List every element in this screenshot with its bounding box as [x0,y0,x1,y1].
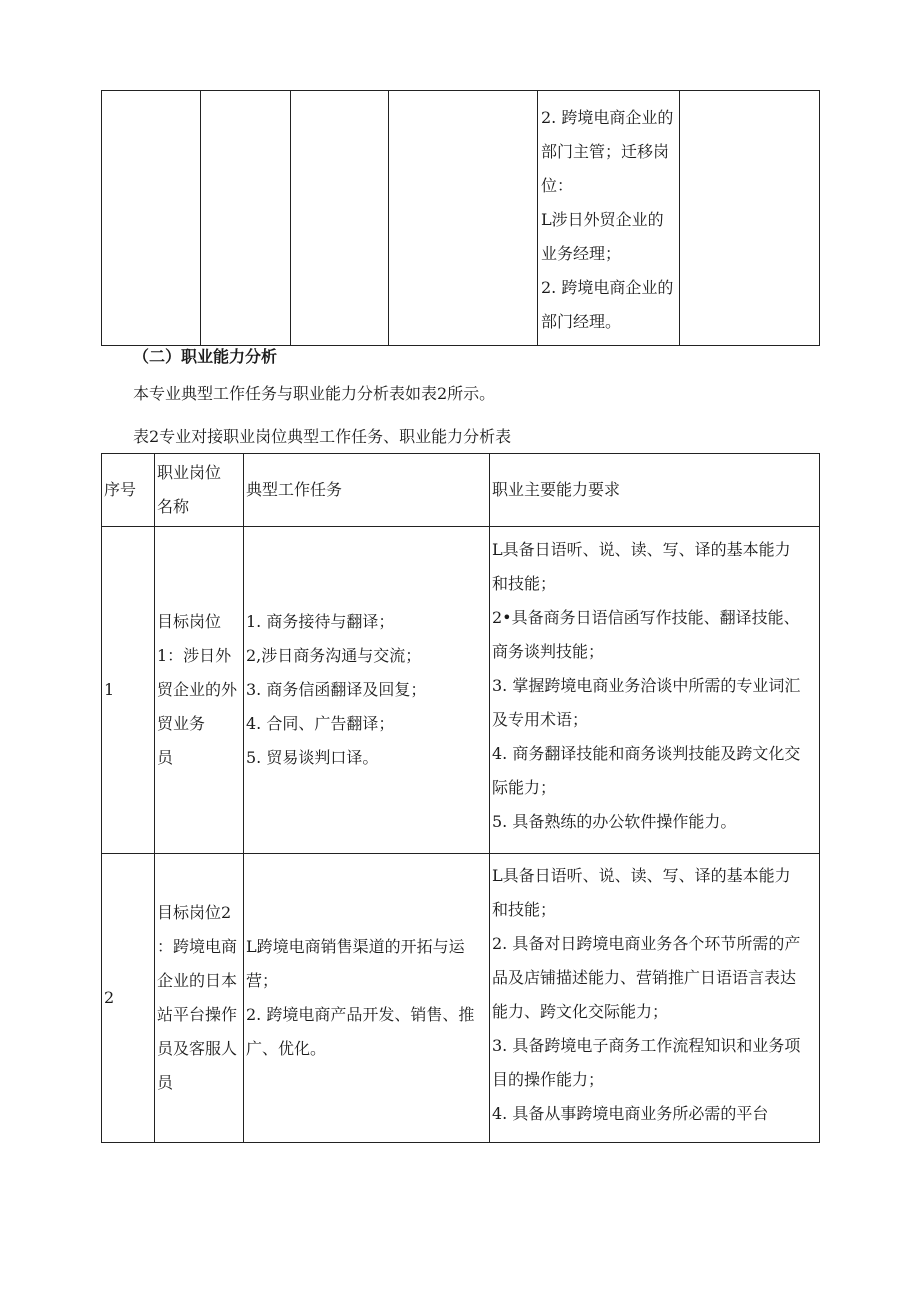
table-header-row [102,454,820,527]
table-row [102,527,820,854]
career-path-line: 2. 跨境电商企业的 [541,108,674,127]
text-line: 名称 [157,497,190,516]
career-path-cell [538,91,680,346]
text-line: 职业岗位 [157,463,222,482]
section-heading: （二）职业能力分析 [133,347,278,366]
text-line: 3. 具备跨境电子商务工作流程知识和业务项 [492,1036,801,1055]
text-line: L具备日语听、说、读、写、译的基本能力 [492,866,791,885]
text-line: 品及店铺描述能力、营销推广日语语言表达 [492,968,797,987]
text-line: 际能力； [492,778,557,797]
text-line: 员 [157,1073,174,1092]
empty-cell [291,91,389,346]
empty-cell [680,91,820,346]
text-line: 能力、跨文化交际能力； [492,1002,669,1021]
text-line: 及专用术语； [492,710,589,729]
text-line: 4. 商务翻译技能和商务谈判技能及跨文化交 [492,744,801,763]
text-line: 营； [246,971,279,990]
intro-paragraph: 本专业典型工作任务与职业能力分析表如表2所示。 [133,384,496,403]
text-line: 员 [157,748,174,767]
text-line: 贸企业的外 [157,680,238,699]
table-row [102,854,820,1143]
continuation-table [101,90,820,346]
career-path-lines [538,91,679,339]
text-line: 2. 跨境电商产品开发、销售、推 [246,1005,475,1024]
empty-cell [201,91,291,346]
text-line: L具备日语听、说、读、写、译的基本能力 [492,540,791,559]
text-line: 3. 掌握跨境电商业务洽谈中所需的专业词汇 [492,676,801,695]
text-line: 和技能； [492,574,557,593]
career-path-line: 2. 跨境电商企业的 [541,278,674,297]
empty-cell [102,91,201,346]
header-seq: 序号 [102,454,155,527]
text-line: 贸业务 [157,714,206,733]
row-position [155,527,244,854]
career-path-line: L涉日外贸企业的 [541,210,664,229]
text-line: L跨境电商销售渠道的开拓与运 [246,937,465,956]
header-abilities: 职业主要能力要求 [490,454,820,527]
text-line: 商务谈判技能； [492,642,605,661]
text-line: 5. 贸易谈判口译。 [246,748,379,767]
career-path-line: 位： [541,176,574,195]
text-line: 5. 具备熟练的办公软件操作能力。 [492,812,737,831]
text-line: 4. 具备从事跨境电商业务所必需的平台 [492,1104,769,1123]
row-abilities [490,527,820,854]
ability-analysis-table [101,453,820,1143]
text-line: 目标岗位 [157,612,222,631]
text-line: 4. 合同、广告翻译； [246,714,395,733]
row-abilities [490,854,820,1143]
career-path-line: 部门经理。 [541,312,622,331]
text-line: 站平台操作 [157,1005,238,1024]
text-line: 目标岗位2 [157,903,232,922]
header-tasks: 典型工作任务 [244,454,490,527]
row-tasks [244,854,490,1143]
career-path-line: 业务经理； [541,244,622,263]
row-tasks [244,527,490,854]
empty-cell [389,91,538,346]
text-line: 1. 商务接待与翻译； [246,612,395,631]
text-line: 和技能； [492,900,557,919]
row-seq: 1 [102,527,155,854]
text-line: 目的操作能力； [492,1070,605,1089]
text-line: ：跨境电商 [157,937,238,956]
text-line: 员及客服人 [157,1039,238,1058]
text-line: 广、优化。 [246,1039,327,1058]
row-seq: 2 [102,854,155,1143]
table-caption: 表2专业对接职业岗位典型工作任务、职业能力分析表 [133,427,512,446]
row-position [155,854,244,1143]
text-line: 2,涉日商务沟通与交流； [246,646,422,665]
text-line: 企业的日本 [157,971,238,990]
text-line: 2. 具备对日跨境电商业务各个环节所需的产 [492,934,801,953]
text-line: 3. 商务信函翻译及回复； [246,680,427,699]
career-path-line: 部门主管；迁移岗 [541,142,670,161]
text-line: 1：涉日外 [157,646,232,665]
header-position [155,454,244,527]
text-line: 2•具备商务日语信函写作技能、翻译技能、 [492,608,800,627]
